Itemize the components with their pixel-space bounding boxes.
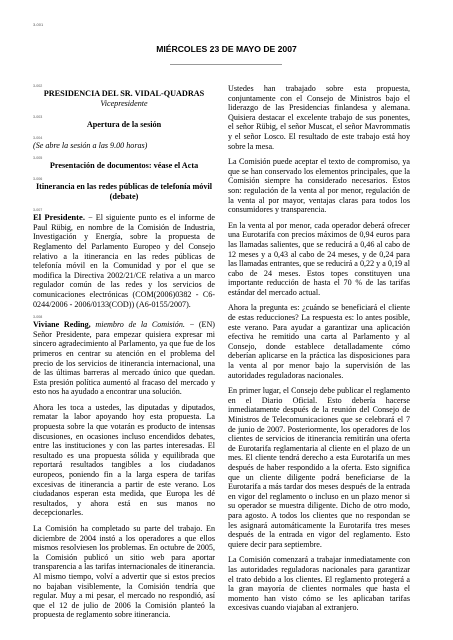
reding-name: Viviane Reding, — [33, 320, 91, 330]
header-divider — [170, 64, 282, 65]
presidencia-role: Vicepresidente — [100, 99, 148, 108]
page-header-date: MIÉRCOLES 23 DE MAYO DE 2007 — [156, 44, 297, 54]
reding-paragraph — [33, 320, 215, 397]
comision-paragraph: La Comisión ha completado su parte del trabajo. En diciembre de 2004 instó a los operadores a que ellos mismos resolviesen los problemas. En octubre de 2005, la Comisión publicó un sitio web para aportar transparencia a las tarifas internacionales de itinerancia. Al mismo tiempo, volví a advertir que si estos precios no bajaban visiblemente, la Comisión tendría que regular. Muy a mi pesar, el mercado no respondió, así que el 12 de julio de 2006 la Comisión planteó la propuesta de reglamento sobre itinerancia. — [33, 524, 215, 620]
right-paragraph-6: La Comisión comenzará a trabajar inmediatamente con las autoridades reguladoras nacionales para garantizar el trato debido a los clientes. El reglamento protegerá a la gran mayoría de clientes normales que hasta el momento han visto cómo se les aplicaban tarifas excesivas cuando viajaban al extranjero. — [228, 555, 410, 613]
segment-number: 3-004 — [33, 135, 43, 140]
segment-number: 3-008 — [33, 315, 43, 320]
segment-number: 3-006 — [33, 177, 43, 182]
itinerancia-heading: Itinerancia en las redes públicas de telefonía móvil (debate) — [35, 182, 213, 202]
left-column — [33, 84, 215, 620]
apertura-heading: Apertura de la sesión — [86, 119, 162, 129]
reding-text: − (EN) Señor Presidente, para empezar quisiera expresar mi sincero agradecimiento al Parlamento, ya que fue de los primeros en centrar su atención en el problema del precio de los servicios de itinerancia internacional, una de las últimas barreras al mercado único que quedan. Esta presión política aumentó al fracaso del mercado y esto nos ha ayudado a encontrar una solución. — [33, 320, 216, 397]
right-paragraph-2: La Comisión puede aceptar el texto de compromiso, ya que se han conservado los elementos principales, que la Comisión siempre ha considerado necesarios. Estos son: regulación de la venta al por menor, regulación de la venta al por mayor, ventajas claras para todos los consumidores y transparencia. — [228, 157, 410, 215]
presidente-text: − El siguiente punto es el informe de Paul Rübig, en nombre de la Comisión de Industria, Investigación y Energía, sobre la propuesta de Reglamento del Parlamento Europeo y del Consejo relativo a la itinerancia en las redes públicas de telefonía móvil en la Comunidad y por el que se modifica la Directiva 2002/21/CE relativa a un marco regulador común de las redes y los servicios de comunicaciones electrónicas (COM(2006)0382 - C6-0244/2006 - 2006/0133(COD)) (A6-0155/2007). — [33, 213, 216, 309]
right-column — [228, 84, 410, 613]
documentos-heading: Presentación de documentos: véase el Acta — [49, 161, 199, 171]
segment-number: 3-005 — [33, 156, 43, 161]
reding-role: miembro de la Comisión. — [90, 320, 185, 330]
right-paragraph-4: Ahora la pregunta es: ¿cuándo se beneficiará el cliente de estas reducciones? La respuesta es: lo antes posible, este verano. Para ayudar a garantizar una aplicación efectiva he remitido una carta al Parlamento y al Consejo, donde establece detalladamente cómo deberían aplicarse en la práctica las disposiciones para la venta al por menor bajo la supervisión de las autoridades reguladoras nacionales. — [228, 303, 410, 380]
right-paragraph-1: Ustedes han trabajado sobre esta propuesta, conjuntamente con el Consejo de Ministros bajo el liderazgo de las Presidencias finlandesa y alemana. Quisiera destacar el excelente trabajo de sus ponentes, el señor Rübig, el señor Muscat, el señor Mavrommatis y el señor Losco. El resultado de este trabajo está hoy sobre la mesa. — [228, 84, 410, 151]
segment-number: 3-007 — [33, 208, 43, 213]
right-paragraph-3: En la venta al por menor, cada operador deberá ofrecer una Eurotarifa con precios máximos de 0,94 euros para las llamadas salientes, que se reducirá a 0,46 al cabo de 12 meses y a 0,43 al cabo de 24 meses, y de 0,24 para las llamadas entrantes, que se reducirá a 0,22 y a 0,19 al cabo de 24 meses. Estos topes constituyen una importante reducción de hasta el 70 % de las tarifas estándar del mercado actual. — [228, 220, 410, 297]
apertura-note: (Se abre la sesión a las 9.00 horas) — [33, 140, 148, 150]
presidencia-title: PRESIDENCIA DEL SR. VIDAL-QUADRAS — [43, 89, 205, 98]
presidente-label: El Presidente. — [33, 212, 85, 223]
presidente-paragraph — [33, 213, 215, 309]
segment-number: 3-002 — [33, 84, 43, 88]
right-paragraph-5: En primer lugar, el Consejo debe publicar el reglamento en el Diario Oficial. Esto debería hacerse inmediatamente después de la reunión del Consejo de Ministros de Telecomunicaciones que se celebrará el 7 de junio de 2007. Posteriormente, los operadores de los clientes de servicios de itinerancia remitirán una oferta de Eurotarifa reglamentaria al cliente en el plazo de un mes. El cliente tendrá derecho a esta Eurotarifa un mes después de haber respondido a la oferta. Esto significa que un cliente diligente podrá beneficiarse de la Eurotarifa a más tardar dos meses después de la entrada en vigor del reglamento o incluso en un plazo menor si su operador se muestra diligente. Dicho de otro modo, para agosto. A todos los clientes que no respondan se les asignará automáticamente la Eurotarifa tres meses después de la entrada en vigor del reglamento. Esto quiere decir para septiembre. — [228, 386, 410, 549]
page-marker-top: 3-001 — [33, 22, 44, 27]
ahora-paragraph: Ahora les toca a ustedes, las diputadas y diputados, rematar la labor apoyando hoy esta propuesta. La propuesta sobre la que votarán es producto de intensas discusiones, en ocasiones incluso encendidos debates, entre las instituciones y con las partes interesadas. El resultado es una propuesta sólida y equilibrada que reportará resultados tangibles a los ciudadanos europeos, poniendo fin a la larga espera de tarifas excesivas de itinerancia a partir de este verano. Los ciudadanos esperan esta medida, que Europa les dé resultados, y ahora está en sus manos no decepcionarles. — [33, 402, 215, 518]
segment-number: 3-003 — [33, 114, 43, 119]
